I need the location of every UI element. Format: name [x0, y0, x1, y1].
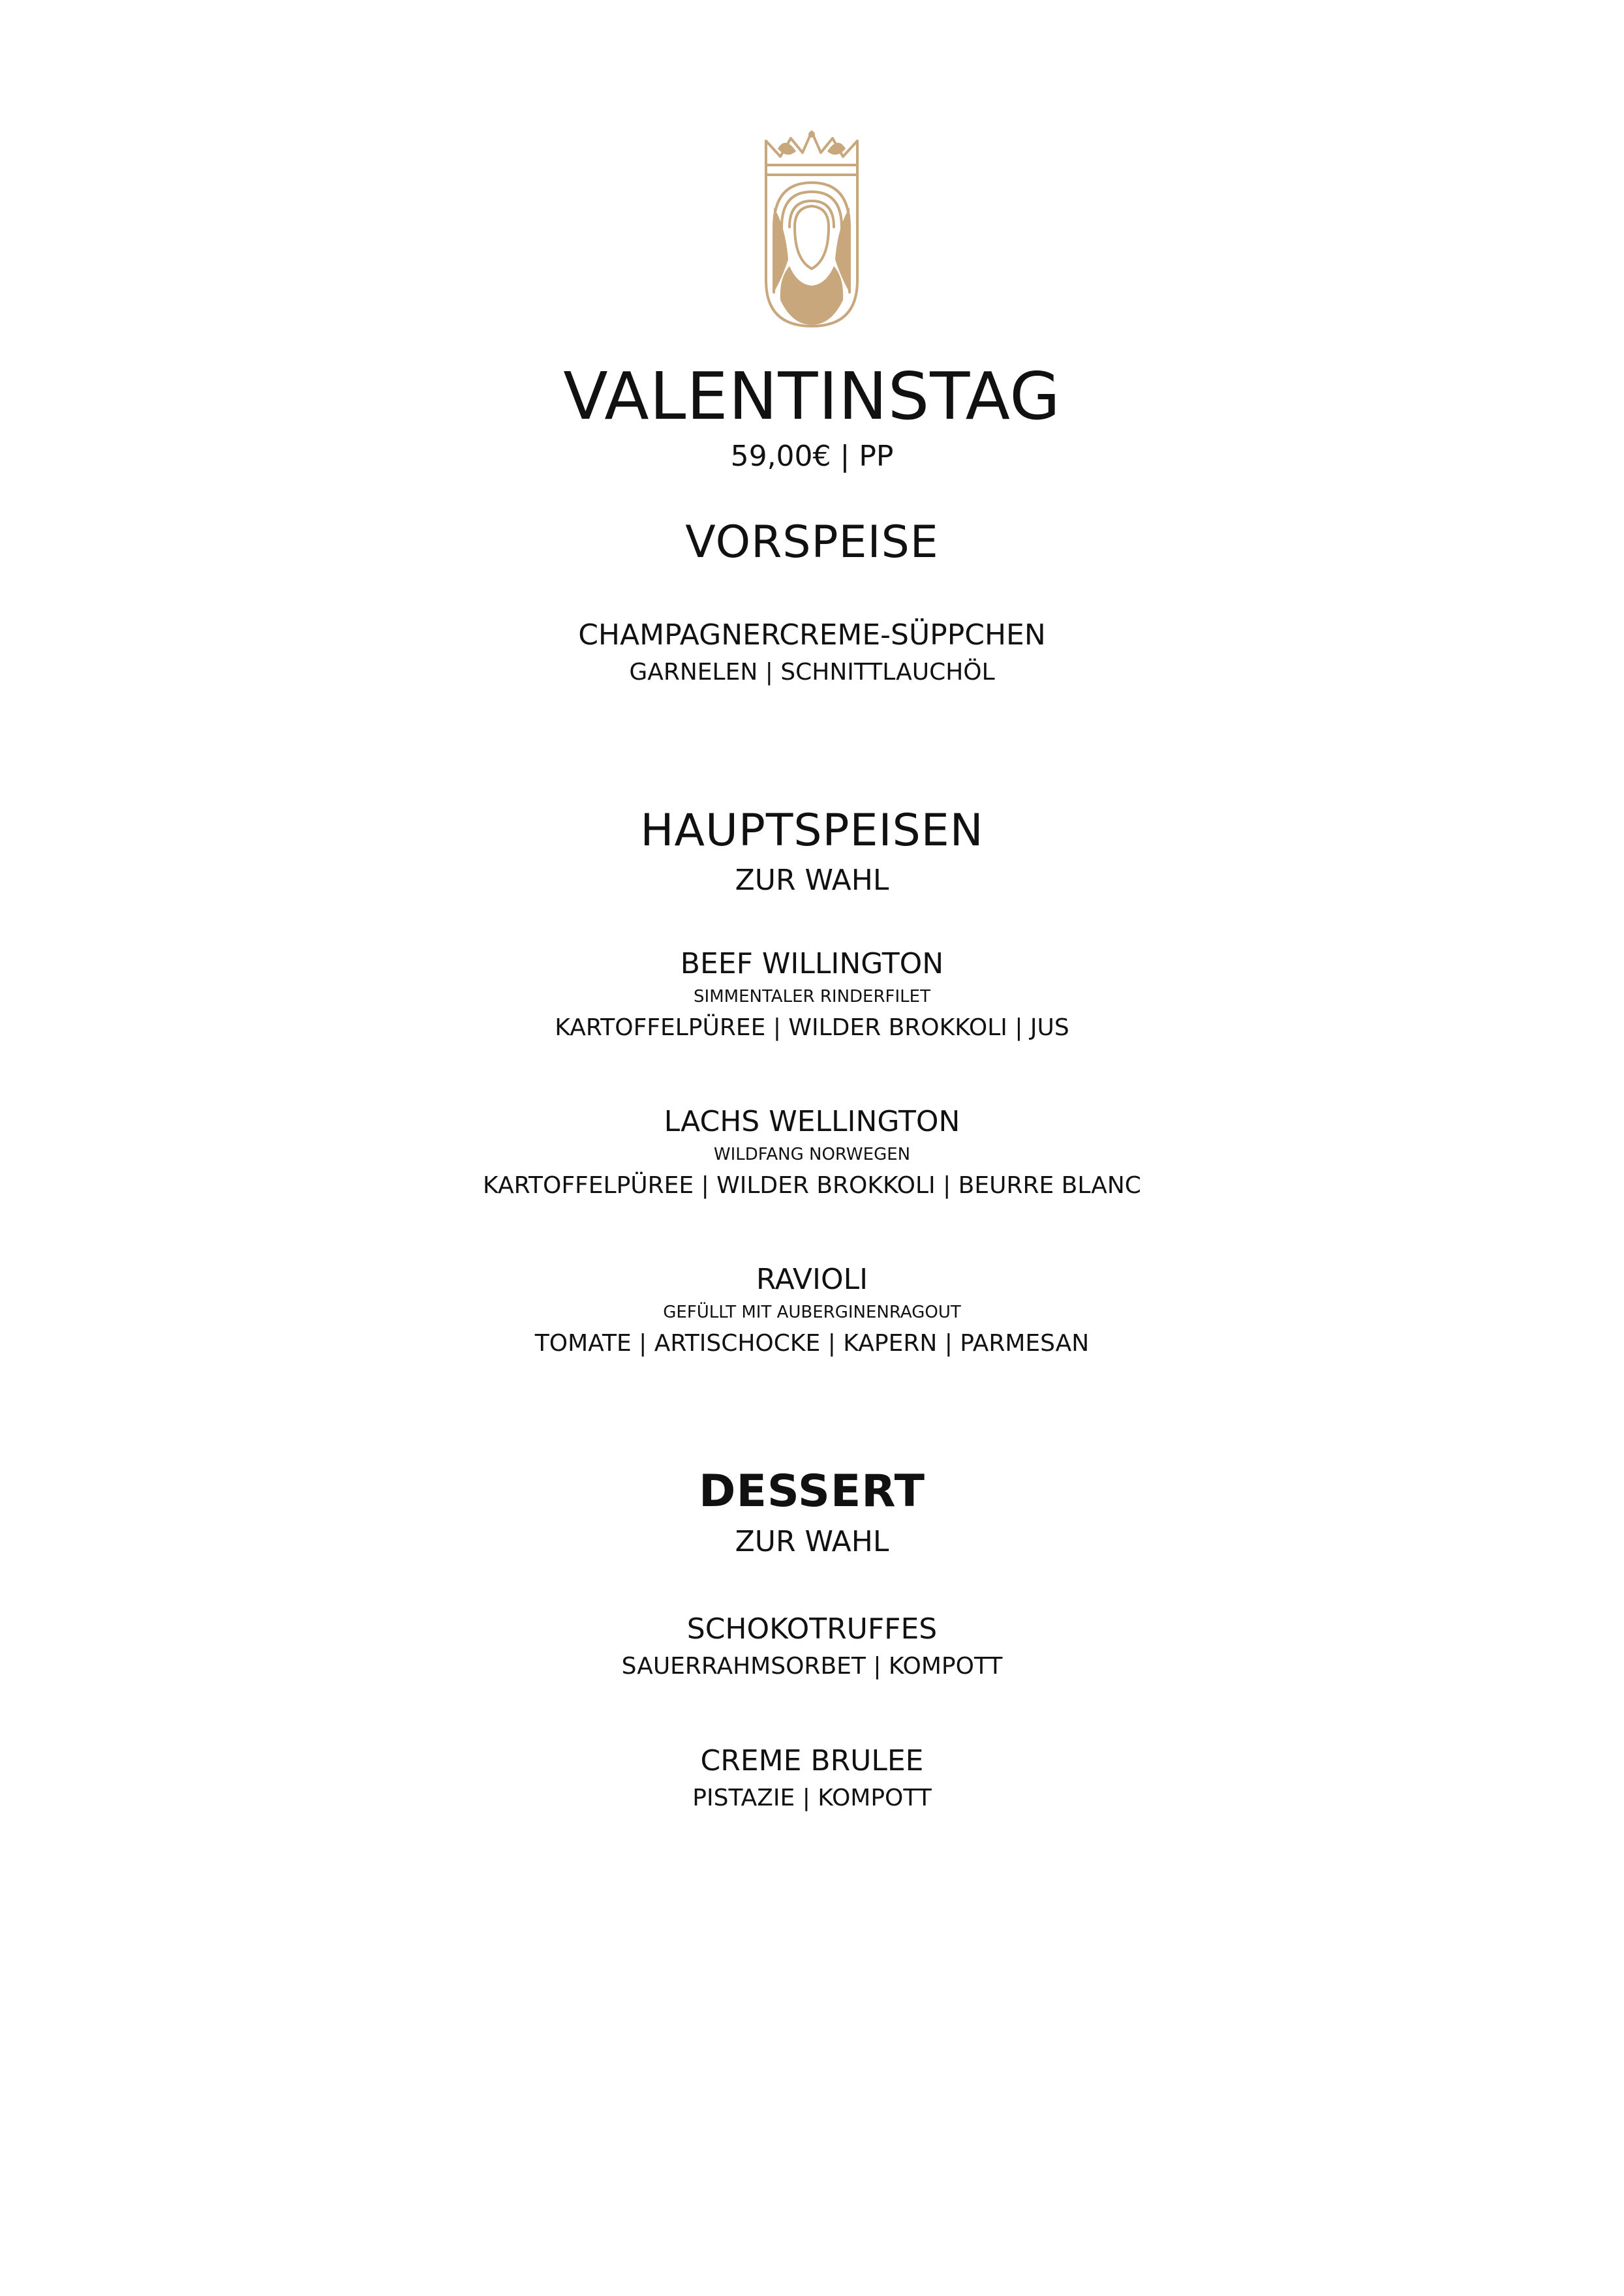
dish-sides: TOMATE | ARTISCHOCKE | KAPERN | PARMESAN	[534, 1330, 1090, 1357]
dish-sides: KARTOFFELPÜREE | WILDER BROKKOLI | JUS	[555, 1014, 1069, 1041]
dish-name: RAVIOLI	[756, 1263, 868, 1296]
dish-name: BEEF WILLINGTON	[680, 947, 944, 980]
section-heading-hauptspeisen: HAUPTSPEISEN	[640, 805, 984, 856]
menu-price: 59,00€ | PP	[730, 440, 894, 473]
dish-name: CREME BRULEE	[700, 1744, 924, 1777]
dish-note: GEFÜLLT MIT AUBERGINENRAGOUT	[663, 1303, 961, 1322]
dish-sides: PISTAZIE | KOMPOTT	[692, 1785, 932, 1811]
menu-title: VALENTINSTAG	[563, 358, 1061, 434]
dish-sides: KARTOFFELPÜREE | WILDER BROKKOLI | BEURRE BLANC	[483, 1172, 1141, 1199]
dish-note: SIMMENTALER RINDERFILET	[694, 987, 930, 1006]
section-heading-vorspeise: VORSPEISE	[685, 517, 939, 568]
section-heading-dessert: DESSERT	[699, 1466, 925, 1517]
section-subheading: ZUR WAHL	[735, 864, 889, 897]
dish-name: CHAMPAGNERCREME-SÜPPCHEN	[578, 618, 1046, 652]
dish-sides: SAUERRAHMSORBET | KOMPOTT	[621, 1653, 1003, 1680]
section-subheading: ZUR WAHL	[735, 1525, 889, 1558]
dish-sides: GARNELEN | SCHNITTLAUCHÖL	[629, 659, 995, 686]
dish-name: SCHOKOTRUFFES	[686, 1612, 938, 1646]
dish-note: WILDFANG NORWEGEN	[713, 1145, 911, 1164]
crown-portrait-logo-icon	[759, 129, 864, 329]
dish-name: LACHS WELLINGTON	[664, 1105, 960, 1138]
